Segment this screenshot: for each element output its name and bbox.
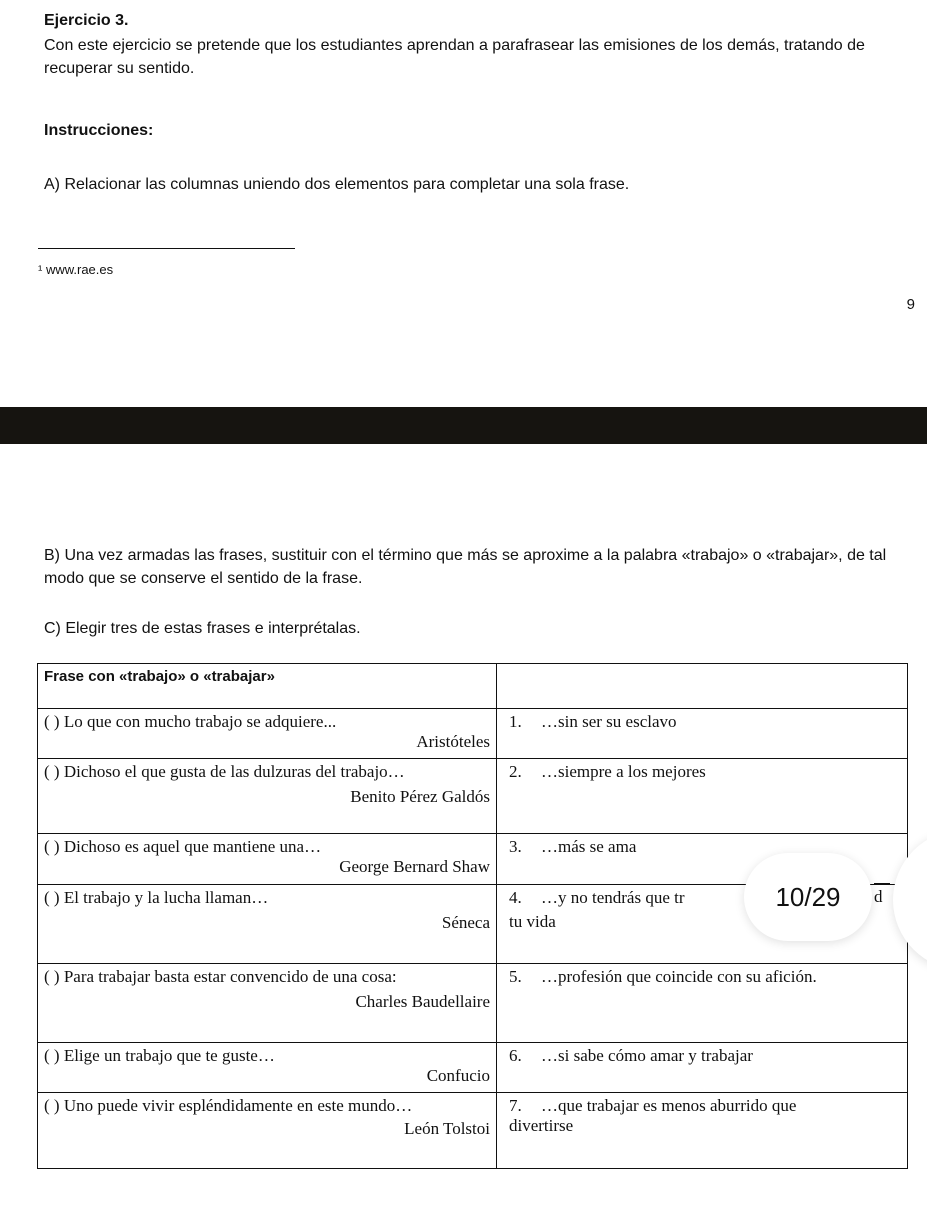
quote-cell [38, 885, 497, 964]
instruction-b: B) Una vez armadas las frases, sustituir con el término que más se aproxime a la palabra «trabajo» o «trabajar», de tal modo que se conserve el sentido de la frase. [44, 547, 887, 587]
footnote: ¹ www.rae.es [38, 262, 114, 277]
quote-text: ( ) Dichoso es aquel que mantiene una… [44, 837, 322, 856]
quote-cell [38, 759, 497, 834]
answer-cell [497, 964, 908, 1043]
header-right [497, 664, 908, 709]
quote-cell [38, 1093, 497, 1169]
table-row [38, 759, 908, 834]
answer-cell [497, 759, 908, 834]
quote-text: ( ) El trabajo y la lucha llaman… [44, 888, 269, 907]
answer-number: 3. [509, 837, 522, 856]
answer-number: 5. [509, 967, 522, 986]
answer-continuation: divertirse [509, 1116, 574, 1135]
answer-text: …que trabajar es menos aburrido que [541, 1096, 797, 1115]
clipped-text: d [874, 887, 883, 906]
answer-number: 6. [509, 1046, 522, 1065]
quote-author: George Bernard Shaw [339, 857, 490, 876]
page-divider [0, 407, 927, 444]
instruction-c: C) Elegir tres de estas frases e interprétalas. [44, 620, 361, 637]
quote-cell [38, 834, 497, 885]
answer-cell [497, 709, 908, 759]
answer-cell [497, 1043, 908, 1093]
answer-text: …profesión que coincide con su afición. [541, 967, 817, 986]
answer-number: 1. [509, 712, 522, 731]
answer-text: …siempre a los mejores [541, 762, 706, 781]
page-number: 9 [906, 296, 915, 313]
page-counter-badge[interactable]: 10/29 [744, 853, 872, 941]
quote-cell [38, 1043, 497, 1093]
quote-author: León Tolstoi [404, 1119, 490, 1138]
answer-number: 2. [509, 762, 522, 781]
answer-text: …sin ser su esclavo [541, 712, 677, 731]
quote-text: ( ) Elige un trabajo que te guste… [44, 1046, 275, 1065]
quote-text: ( ) Dichoso el que gusta de las dulzuras del trabajo… [44, 762, 405, 781]
table-row [38, 709, 908, 759]
instructions-heading: Instrucciones: [44, 122, 154, 139]
answer-continuation: tu vida [509, 912, 556, 931]
quote-author: Séneca [441, 913, 490, 932]
table-row [38, 1093, 908, 1169]
quote-text: ( ) Para trabajar basta estar convencido de una cosa: [44, 967, 397, 986]
answer-text: …si sabe cómo amar y trabajar [541, 1046, 753, 1065]
clipped-text-line [874, 883, 890, 884]
table-row [38, 964, 908, 1043]
header-left: Frase con «trabajo» o «trabajar» [38, 664, 497, 709]
quote-author: Confucio [426, 1066, 490, 1085]
quote-author: Charles Baudellaire [355, 992, 490, 1011]
quote-author: Aristóteles [416, 732, 490, 751]
answer-text: …más se ama [541, 837, 637, 856]
table-row [38, 1043, 908, 1093]
quote-author: Benito Pérez Galdós [350, 787, 490, 806]
quote-text: ( ) Uno puede vivir espléndidamente en este mundo… [44, 1096, 413, 1115]
exercise-title: Ejercicio 3. [44, 12, 129, 29]
answer-number: 7. [509, 1096, 522, 1115]
table-header-row [38, 664, 908, 709]
answer-text: …y no tendrás que tr [541, 888, 685, 907]
quote-cell [38, 709, 497, 759]
quote-cell [38, 964, 497, 1043]
answer-number: 4. [509, 888, 522, 907]
answer-cell [497, 1093, 908, 1169]
exercise-intro: Con este ejercicio se pretende que los estudiantes aprendan a parafrasear las emisiones de los demás, tratando de recuperar su sentido. [44, 37, 865, 77]
instruction-a: A) Relacionar las columnas uniendo dos elementos para completar una sola frase. [44, 176, 630, 193]
quote-text: ( ) Lo que con mucho trabajo se adquiere... [44, 712, 337, 731]
footnote-rule [38, 248, 295, 249]
